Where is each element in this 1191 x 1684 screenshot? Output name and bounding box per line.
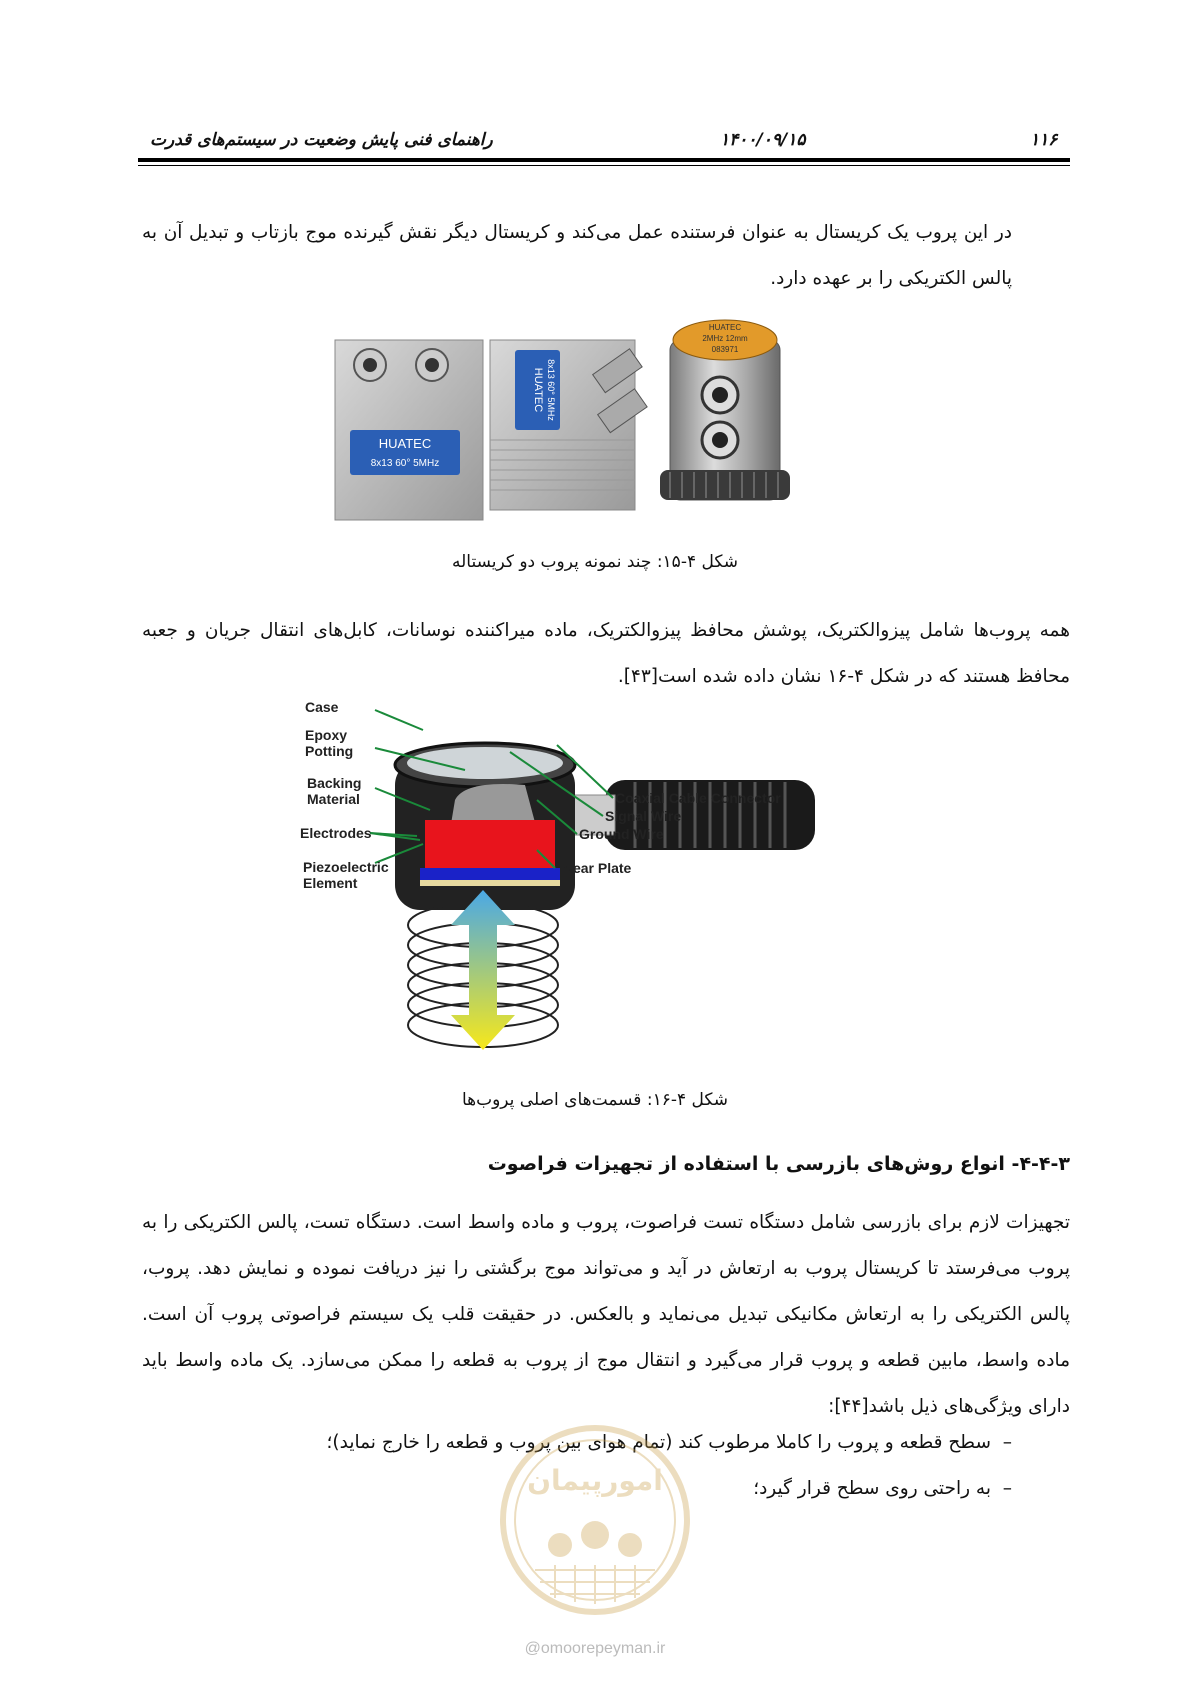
paragraph-2: همه پروب‌ها شامل پیزوالکتریک، پوشش محافظ پیزوالکتریک، ماده میراکننده نوسانات، کابل‌های انتقال جریان و جعبه محافظ هستند که در شکل ۴-۱۶ نشان داده شده است[۴۳].	[142, 620, 1070, 687]
watermark-site: @omoorepeyman.ir	[524, 1640, 666, 1657]
label-signal: Signal Wire	[605, 808, 682, 824]
label-case: Case	[305, 699, 339, 715]
bullet-1: – سطح قطعه و پروب را کاملا مرطوب کند (تمام هوای بین پروب و قطعه را خارج نماید)؛	[326, 1432, 1012, 1453]
probe-2-spec: 8x13 60° 5MHz	[546, 359, 556, 421]
label-backing-2: Material	[307, 791, 360, 807]
watermark-logo	[495, 1420, 695, 1630]
paragraph-1: در این پروب یک کریستال به عنوان فرستنده عمل می‌کند و کریستال دیگر نقش گیرنده موج بازتاب و تبدیل آن به پالس الکتریکی را بر عهده دارد.	[142, 222, 1012, 289]
label-epoxy-1: Epoxy	[305, 727, 348, 743]
watermark-logo-text: امورپیمان	[527, 1464, 663, 1497]
header-title: راهنمای فنی پایش وضعیت در سیستم‌های قدرت	[150, 130, 493, 150]
figure-16-caption: شکل ۴-۱۶: قسمت‌های اصلی پروب‌ها	[461, 1090, 729, 1110]
probe-2	[490, 340, 647, 510]
probe-3-serial: 083971	[711, 345, 739, 354]
page-number: ۱۱۶	[1030, 130, 1058, 150]
header-rule-thin	[138, 165, 1070, 166]
backing-material	[425, 820, 555, 868]
label-ground: Ground Wire	[579, 826, 664, 842]
electrode-layer	[420, 868, 560, 880]
paragraph-3: تجهیزات لازم برای بازرسی شامل دستگاه تست فراصوت، پروب و ماده واسط است. دستگاه تست، پالس الکتریکی را به پروب می‌فرستد تا کریستال پروب به ارتعاش در آید و می‌تواند موج برگشتی را نیز دریافت نموده و نمایش دهد. پروب، پالس الکتریکی را به ارتعاش مکانیکی تبدیل می‌نماید و بالعکس. در حقیقت قلب یک سیستم فراصوتی پروب آن است. ماده واسط، مابین قطعه و پروب قرار می‌گیرد و انتقال موج از پروب به قطعه را ممکن می‌سازد. یک ماده واسط باید دارای ویژگی‌های ذیل باشد[۴۴]:	[142, 1212, 1070, 1417]
figure-15-caption: شکل ۴-۱۵: چند نمونه پروب دو کریستاله	[451, 552, 739, 572]
label-piezo-1: Piezoelectric	[303, 859, 389, 875]
bullet-2: – به راحتی روی سطح قرار گیرد؛	[753, 1478, 1012, 1499]
figure-probes-photo	[330, 320, 850, 530]
bullet-1-text: سطح قطعه و پروب را کاملا مرطوب کند (تمام هوای بین پروب و قطعه را خارج نماید)؛	[326, 1432, 991, 1453]
probe-1-spec: 8x13 60° 5MHz	[370, 458, 440, 469]
label-epoxy-2: Potting	[305, 743, 354, 759]
probe-1	[335, 340, 483, 520]
probe-2-brand: HUATEC	[532, 367, 544, 413]
section-heading: ۴-۴-۳- انواع روش‌های بازرسی با استفاده از تجهیزات فراصوت	[487, 1153, 1070, 1175]
header-rule-thick	[138, 158, 1070, 162]
label-piezo-2: Element	[303, 875, 358, 891]
probe-3	[660, 320, 790, 500]
figure-probe-parts-diagram	[300, 699, 885, 1070]
bullet-2-text: به راحتی روی سطح قرار گیرد؛	[753, 1478, 991, 1499]
probe-1-brand: HUATEC	[378, 436, 432, 451]
probe-3-spec: 2MHz 12mm	[702, 334, 748, 343]
probe-3-brand: HUATEC	[708, 323, 742, 332]
label-backing-1: Backing	[307, 775, 362, 791]
label-electrodes: Electrodes	[300, 825, 372, 841]
label-wear: Wear Plate	[560, 860, 632, 876]
header-date: ۱۴۰۰/۰۹/۱۵	[720, 130, 806, 150]
label-coax: Coaxial Cable Connector	[615, 790, 781, 806]
wear-plate	[420, 880, 560, 886]
